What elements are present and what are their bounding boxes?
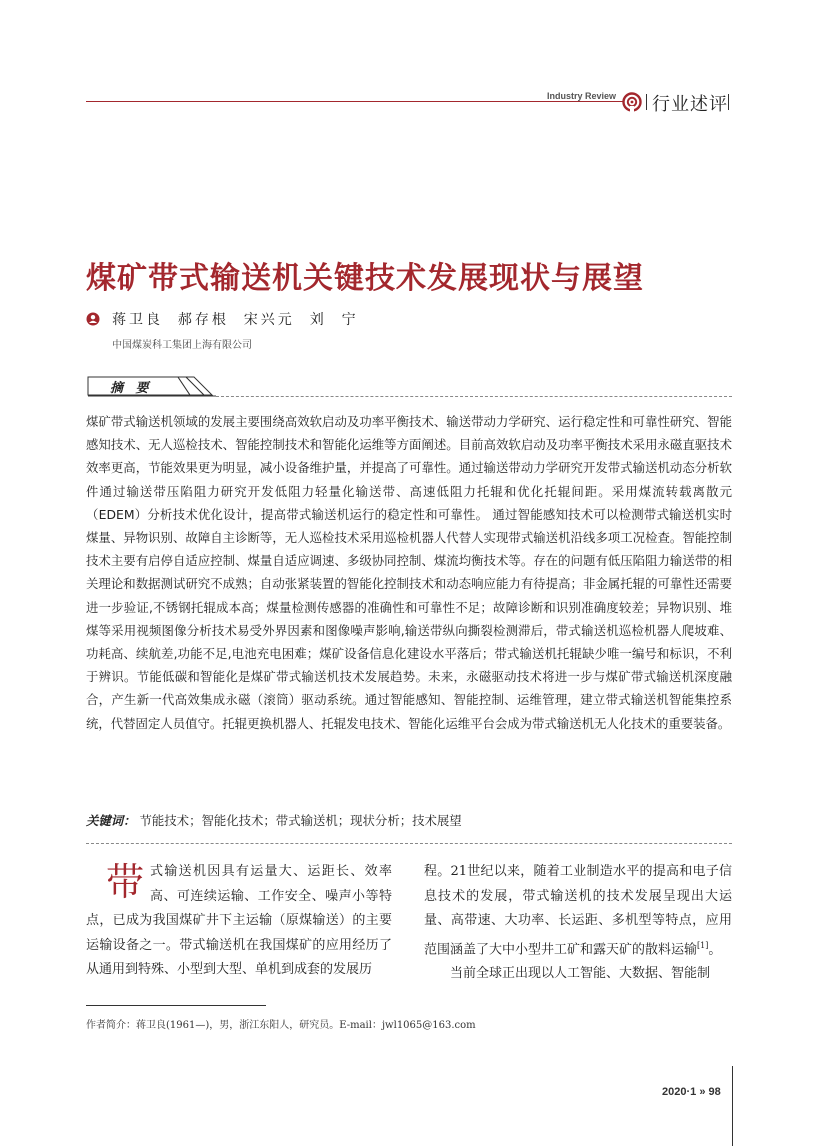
keywords-label: 关键词： — [86, 813, 136, 828]
footnote-rule — [86, 1005, 266, 1006]
article-affiliation: 中国煤炭科工集团上海有限公司 — [112, 340, 252, 351]
body-right-text-1-end: 。 — [708, 941, 722, 957]
keywords-line — [86, 811, 462, 829]
article-title: 煤矿带式输送机关键技术发展现状与展望 — [86, 261, 644, 296]
abstract-text: 煤矿带式输送机领域的发展主要围绕高效软启动及功率平衡技术、输送带动力学研究、运行稳定性和可靠性研究、智能感知技术、无人巡检技术、智能控制技术和智能化运维等方面阐述。目前高效软启动及功率平衡技术采用永磁直驱技术效率更高，节能效果更为明显，减小设备维护量，并提高了可靠性。通过输送带动力学研究开发带式输送机动态分析软件通过输送带压陷阻力研究开发低阻力轻量化输送带、高速低阻力托辊和优化托辊间距。采用煤流转载离散元（EDEM）分析技术优化设计，提高带式输送机运行的稳定性和可靠性。 通过智能感知技术可以检测带式输送机实时煤量、异物识别、故障自主诊断等，无人巡检技术采用巡检机器人代替人实现带式输送机沿线多项工况检查。智能控制技术主要有启停自适应控制、煤量自适应调速、多级协同控制、煤流均衡技术等。存在的问题有低压陷阻力输送带的相关理论和数据测试研究不成熟；自动张紧装置的智能化控制技术和动态响应能力有待提高；非金属托辊的可靠性还需要进一步验证,不锈钢托辊成本高；煤量检测传感器的准确性和可靠性不足；故障诊断和识别准确度较差；异物识别、堆煤等采用视频图像分析技术易受外界因素和图像噪声影响,输送带纵向撕裂检测滞后，带式输送机巡检机器人爬坡难、功耗高、续航差,功能不足,电池充电困难；煤矿设备信息化建设水平落后；带式输送机托辊缺少唯一编号和标识，不利于辨识。节能低碳和智能化是煤矿带式输送机技术发展趋势。未来，永磁驱动技术将进一步与煤矿带式输送机深度融合，产生新一代高效集成永磁（滚筒）驱动系统。通过智能感知、智能控制、运维管理，建立带式输送机智能集控系统，代替固定人员值守。托辊更换机器人、托辊发电技术、智能化运维平台会成为带式输送机无人化技术的重要装备。 — [86, 414, 732, 731]
header-rule — [86, 101, 624, 102]
article-authors: 蒋卫良 郝存根 宋兴元 刘 宁 — [112, 312, 359, 328]
body-left-text: 式输送机因具有运量大、运距长、效率高、可连续运输、工作安全、噪声小等特点，已成为我国煤矿井下主运输（原煤输送）的主要运输设备之一。带式输送机在我国煤矿的应用经历了从通用到特殊、小型到大型、单机到成套的发展历 — [86, 864, 392, 977]
section-label-zh: 行业述评 — [652, 94, 728, 115]
reference-marker[interactable]: [1] — [697, 940, 709, 950]
body-right-text-2: 当前全球正出现以人工智能、大数据、智能制 — [450, 966, 711, 982]
author-icon — [86, 312, 100, 326]
chevron-right-icon: » — [699, 1086, 706, 1098]
keywords-text: 节能技术；智能化技术；带式输送机；现状分析；技术展望 — [139, 813, 462, 828]
abstract-label: 摘 要 — [110, 381, 153, 396]
page-number: 98 — [708, 1086, 721, 1098]
section-label-en: Industry Review — [547, 91, 617, 101]
body-right-text-1: 程。21世纪以来，随着工业制造水平的提高和电子信息技术的发展，带式输送机的技术发展呈现出大运量、高带速、大功率、长运距、多机型等特点，应用范围涵盖了大中小型井工矿和露天矿的散料运输 — [424, 864, 732, 957]
body-column-left — [86, 860, 392, 983]
header-separator — [646, 94, 647, 110]
issue-number: 2020·1 — [662, 1086, 697, 1098]
abstract-top-divider — [216, 396, 732, 397]
page-edge-rule — [732, 1066, 733, 1146]
author-footnote: 作者简介：蒋卫良(1961—)，男，浙江东阳人，研究员。E-mail：jwl1065@163.com — [86, 1020, 476, 1031]
radar-target-icon — [622, 92, 642, 112]
abstract-bottom-divider — [86, 843, 732, 844]
page-footer — [662, 1086, 721, 1098]
body-column-right — [424, 860, 732, 987]
header-separator-right — [728, 94, 729, 110]
drop-cap: 带 — [106, 860, 145, 904]
